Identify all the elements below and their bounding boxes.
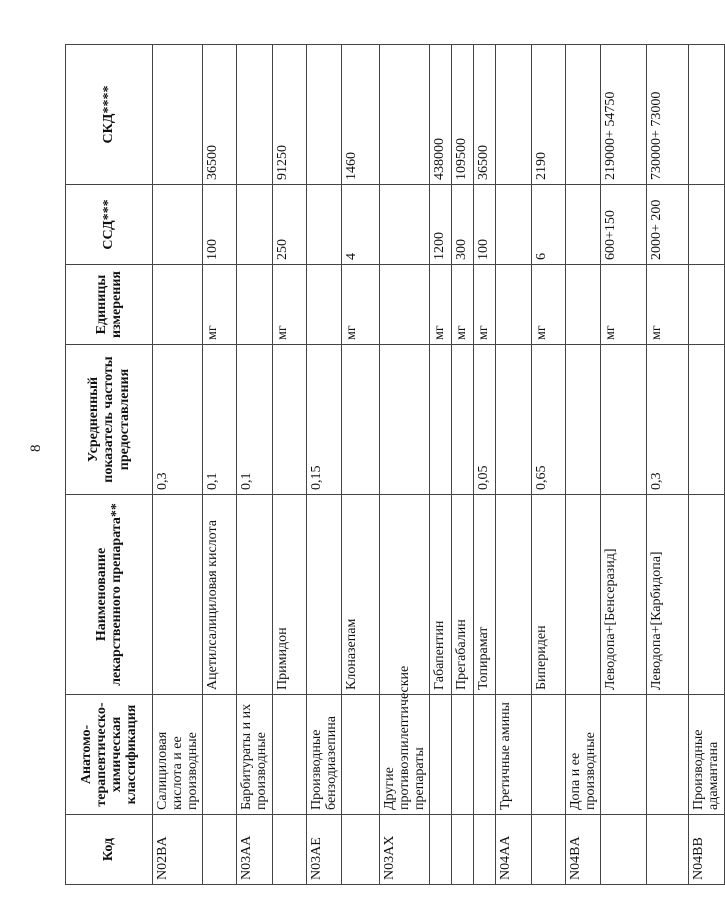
cell-atc: Допа и ее производные (566, 695, 601, 815)
cell-drug (689, 495, 724, 695)
table-row (566, 45, 601, 885)
cell-frequency (272, 345, 306, 495)
table-row (647, 45, 689, 885)
cell-skd (566, 45, 601, 185)
cell-code (341, 815, 379, 885)
header-unit: Единицы измерения (66, 265, 153, 345)
cell-code (647, 815, 689, 885)
cell-frequency (496, 345, 532, 495)
cell-ssd (689, 185, 724, 265)
cell-atc (452, 695, 474, 815)
cell-code: N04BA (566, 815, 601, 885)
cell-code (430, 815, 452, 885)
table-row (601, 45, 647, 885)
cell-code: N04AA (496, 815, 532, 885)
cell-frequency: 0,1 (237, 345, 272, 495)
cell-atc (532, 695, 566, 815)
cell-unit: мг (601, 265, 647, 345)
cell-frequency (430, 345, 452, 495)
cell-ssd: 6 (532, 185, 566, 265)
cell-unit: мг (430, 265, 452, 345)
cell-frequency (601, 345, 647, 495)
cell-code (601, 815, 647, 885)
cell-ssd (153, 185, 203, 265)
cell-ssd: 250 (272, 185, 306, 265)
cell-drug: Ацетилсалициловая кислота (203, 495, 237, 695)
table-row (379, 45, 429, 885)
cell-drug (566, 495, 601, 695)
table-row (689, 45, 724, 885)
cell-skd: 438000 (430, 45, 452, 185)
cell-skd: 2190 (532, 45, 566, 185)
cell-atc: Другие противоэпилептические препараты (379, 695, 429, 815)
cell-unit: мг (341, 265, 379, 345)
cell-unit (566, 265, 601, 345)
cell-code (203, 815, 237, 885)
header-code: Код (66, 815, 153, 885)
cell-skd: 219000+ 54750 (601, 45, 647, 185)
cell-ssd (237, 185, 272, 265)
cell-code: N03AX (379, 815, 429, 885)
cell-skd (689, 45, 724, 185)
cell-skd (306, 45, 341, 185)
cell-frequency (566, 345, 601, 495)
cell-atc (272, 695, 306, 815)
cell-ssd (379, 185, 429, 265)
table-row (203, 45, 237, 885)
cell-code (474, 815, 496, 885)
table-row (496, 45, 532, 885)
cell-unit (689, 265, 724, 345)
cell-frequency: 0,15 (306, 345, 341, 495)
cell-atc (601, 695, 647, 815)
cell-atc (203, 695, 237, 815)
cell-drug: Леводопа+[Карбидопа] (647, 495, 689, 695)
table-row (532, 45, 566, 885)
cell-atc (647, 695, 689, 815)
table-body (153, 45, 725, 885)
cell-frequency (689, 345, 724, 495)
cell-atc: Третичные амины (496, 695, 532, 815)
cell-frequency: 0,3 (647, 345, 689, 495)
cell-ssd: 2000+ 200 (647, 185, 689, 265)
header-frequency: Усредненный показатель частоты предоставления (66, 345, 153, 495)
cell-unit (237, 265, 272, 345)
cell-drug (153, 495, 203, 695)
cell-unit: мг (452, 265, 474, 345)
cell-unit: мг (647, 265, 689, 345)
cell-skd: 36500 (203, 45, 237, 185)
cell-ssd (496, 185, 532, 265)
page-number: 8 (28, 444, 44, 452)
header-atc: Анатомо-терапевтическо-химическая классификация (66, 695, 153, 815)
cell-frequency (452, 345, 474, 495)
table-row (272, 45, 306, 885)
cell-code: N04BB (689, 815, 724, 885)
cell-code (272, 815, 306, 885)
header-ssd: ССД*** (66, 185, 153, 265)
cell-atc (341, 695, 379, 815)
cell-atc: Производные адамантана (689, 695, 724, 815)
table-row (474, 45, 496, 885)
cell-skd (237, 45, 272, 185)
cell-unit: мг (474, 265, 496, 345)
cell-drug: Топирамат (474, 495, 496, 695)
cell-skd: 36500 (474, 45, 496, 185)
cell-drug (237, 495, 272, 695)
header-skd: СКД**** (66, 45, 153, 185)
cell-code (532, 815, 566, 885)
cell-drug (379, 495, 429, 695)
cell-code (452, 815, 474, 885)
cell-atc (430, 695, 452, 815)
table-row (237, 45, 272, 885)
cell-drug (306, 495, 341, 695)
cell-ssd (306, 185, 341, 265)
document-sheet (65, 45, 722, 885)
cell-ssd (566, 185, 601, 265)
cell-unit: мг (272, 265, 306, 345)
cell-unit (153, 265, 203, 345)
cell-ssd: 300 (452, 185, 474, 265)
cell-code: N03AE (306, 815, 341, 885)
cell-ssd: 100 (203, 185, 237, 265)
cell-drug: Примидон (272, 495, 306, 695)
cell-atc (474, 695, 496, 815)
cell-drug (496, 495, 532, 695)
cell-drug: Габапентин (430, 495, 452, 695)
cell-skd (379, 45, 429, 185)
table-row (452, 45, 474, 885)
cell-code: N02BA (153, 815, 203, 885)
table-header-row (66, 45, 153, 885)
cell-frequency (341, 345, 379, 495)
cell-drug: Прегабалин (452, 495, 474, 695)
cell-ssd: 1200 (430, 185, 452, 265)
cell-ssd: 100 (474, 185, 496, 265)
cell-skd (153, 45, 203, 185)
drug-table (65, 44, 725, 885)
cell-atc: Барбитураты и их производные (237, 695, 272, 815)
cell-unit (496, 265, 532, 345)
cell-unit (379, 265, 429, 345)
cell-drug: Бипериден (532, 495, 566, 695)
table-row (341, 45, 379, 885)
cell-frequency (379, 345, 429, 495)
cell-frequency: 0,3 (153, 345, 203, 495)
cell-frequency: 0,1 (203, 345, 237, 495)
cell-unit: мг (203, 265, 237, 345)
cell-drug: Леводопа+[Бенсеразид] (601, 495, 647, 695)
header-drug: Наименование лекарственного препарата** (66, 495, 153, 695)
table-row (306, 45, 341, 885)
cell-skd (496, 45, 532, 185)
cell-atc: Салициловая кислота и ее производные (153, 695, 203, 815)
cell-frequency: 0,65 (532, 345, 566, 495)
cell-atc: Производные бензодиазепина (306, 695, 341, 815)
table-row (153, 45, 203, 885)
table-row (430, 45, 452, 885)
cell-unit (306, 265, 341, 345)
cell-code: N03AA (237, 815, 272, 885)
cell-skd: 730000+ 73000 (647, 45, 689, 185)
cell-skd: 109500 (452, 45, 474, 185)
cell-skd: 1460 (341, 45, 379, 185)
cell-skd: 91250 (272, 45, 306, 185)
cell-frequency: 0,05 (474, 345, 496, 495)
cell-ssd: 4 (341, 185, 379, 265)
cell-ssd: 600+150 (601, 185, 647, 265)
cell-unit: мг (532, 265, 566, 345)
cell-drug: Клоназепам (341, 495, 379, 695)
